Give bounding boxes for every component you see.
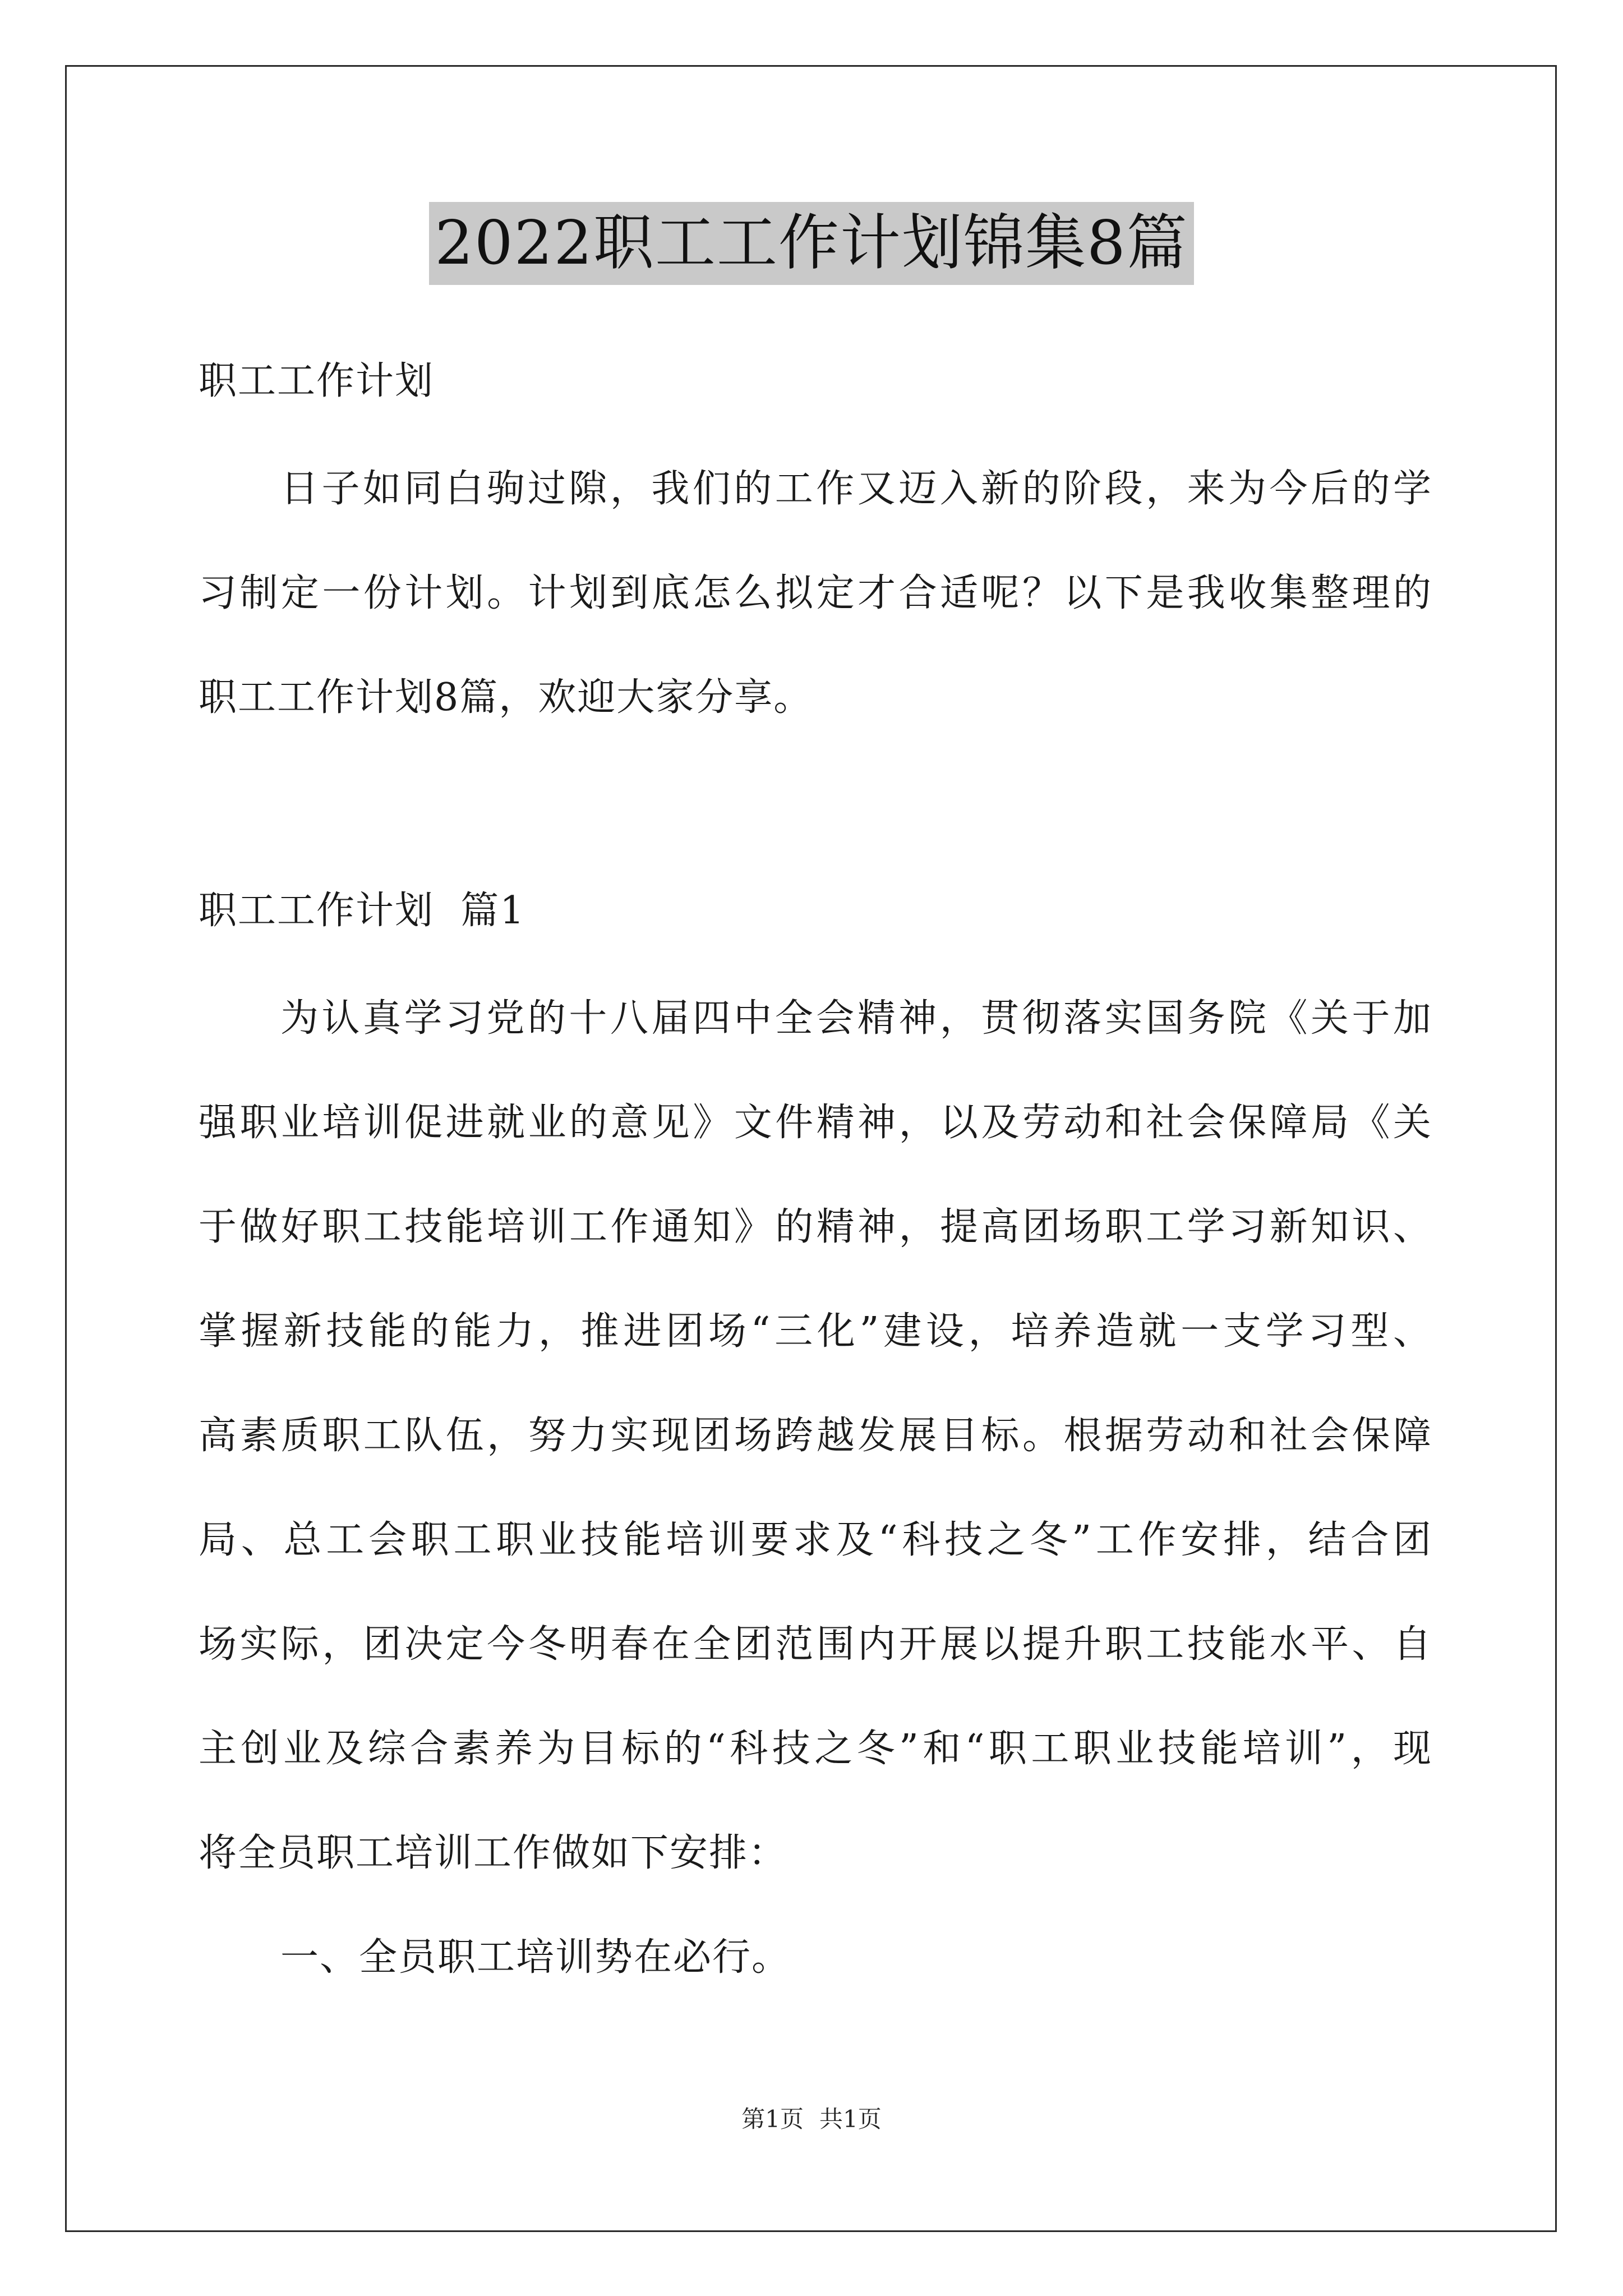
section1-line-5: 高素质职工队伍，努力实现团场跨越发展目标。根据劳动和社会保障 <box>199 1414 1432 1458</box>
section1-line-4: 掌握新技能的能力，推进团场“三化”建设，培养造就一支学习型、 <box>199 1309 1432 1354</box>
page-number: 第1页 <box>741 2105 804 2133</box>
section1-point-1: 一、全员职工培训势在必行。 <box>280 1935 791 1980</box>
page-total: 共1页 <box>819 2105 882 2133</box>
section1-line-7: 场实际，团决定今冬明春在全团范围内开展以提升职工技能水平、自 <box>199 1622 1432 1667</box>
page-footer <box>0 2105 1623 2133</box>
section1-line-9: 将全员职工培训工作做如下安排： <box>199 1831 788 1875</box>
title-container <box>0 202 1623 285</box>
section1-heading: 职工工作计划 篇1 <box>199 889 525 933</box>
intro-line-1: 日子如同白驹过隙，我们的工作又迈入新的阶段，来为今后的学 <box>280 467 1432 511</box>
section1-line-8: 主创业及综合素养为目标的“科技之冬”和“职工职业技能培训”，现 <box>199 1727 1432 1771</box>
section1-line-2: 强职业培训促进就业的意见》文件精神，以及劳动和社会保障局《关 <box>199 1101 1432 1145</box>
section1-line-6: 局、总工会职工职业技能培训要求及“科技之冬”工作安排，结合团 <box>199 1518 1432 1562</box>
section1-line-1: 为认真学习党的十八届四中全会精神，贯彻落实国务院《关于加 <box>280 996 1432 1041</box>
section1-line-3: 于做好职工技能培训工作通知》的精神，提高团场职工学习新知识、 <box>199 1205 1432 1249</box>
intro-line-2: 习制定一份计划。计划到底怎么拟定才合适呢？以下是我收集整理的 <box>199 571 1432 615</box>
intro-line-3: 职工工作计划8篇，欢迎大家分享。 <box>199 675 813 720</box>
document-title: 2022职工工作计划锦集8篇 <box>429 202 1194 285</box>
intro-heading: 职工工作计划 <box>199 359 435 403</box>
